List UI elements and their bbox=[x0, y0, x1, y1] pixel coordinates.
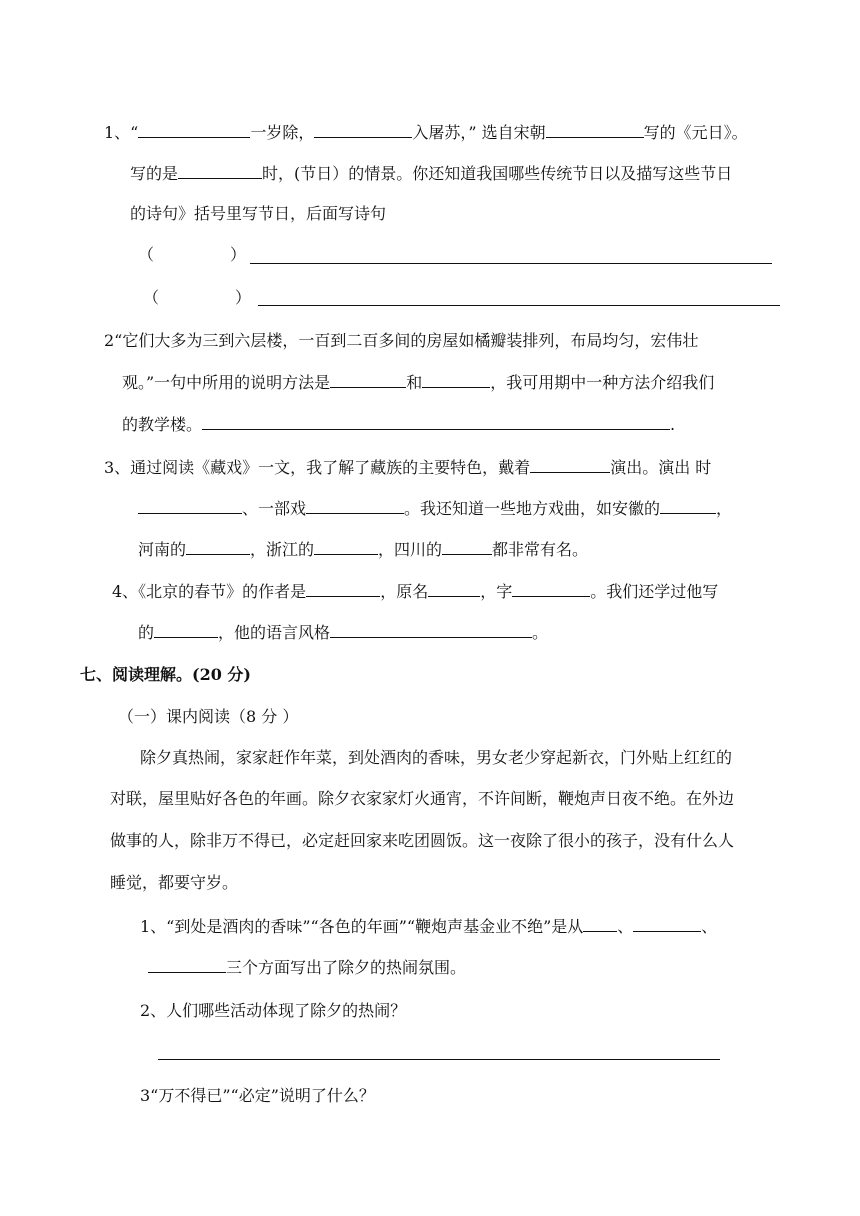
q3-blank-7[interactable] bbox=[442, 538, 492, 555]
q3-blank-6[interactable] bbox=[314, 538, 378, 555]
rq1-blank-1[interactable] bbox=[583, 915, 617, 932]
q1-line1: 1、“ 一岁除， 入屠苏，” 选自宋朝 写的《元日》。 bbox=[104, 123, 748, 142]
q3-blank-5[interactable] bbox=[186, 538, 250, 555]
q2-line1: 2“它们大多为三到六层楼，一百到二百多间的房屋如橘瓣装排列，布局均匀，宏伟壮 bbox=[104, 331, 699, 350]
q1-festival-paren-1: （ ） bbox=[138, 245, 247, 264]
q4-blank-5[interactable] bbox=[330, 621, 532, 638]
passage-line-2: 对联，屋里贴好各色的年画。除夕衣家家灯火通宵，不许间断，鞭炮声日夜不绝。在外边 bbox=[110, 789, 735, 808]
q4-blank-2[interactable] bbox=[428, 580, 480, 597]
q4-blank-3[interactable] bbox=[512, 580, 590, 597]
q3-blank-3[interactable] bbox=[306, 497, 404, 514]
rq1-line2: 三个方面写出了除夕的热闹氛围。 bbox=[148, 956, 466, 979]
q4-blank-4[interactable] bbox=[154, 621, 218, 638]
q1-line3: 的诗句》括号里写节日，后面写诗句 bbox=[130, 204, 387, 223]
q2-blank-2[interactable] bbox=[422, 371, 490, 388]
q2-line2: 观。”一句中所用的说明方法是 和 ，我可用期中一种方法介绍我们 bbox=[122, 373, 715, 392]
q2-blank-1[interactable] bbox=[330, 371, 406, 388]
q4-blank-1[interactable] bbox=[306, 580, 380, 597]
q2-blank-3[interactable] bbox=[202, 413, 670, 430]
section-7-subheading: （一）课内阅读（8 分 ） bbox=[118, 707, 299, 726]
q3-blank-1[interactable] bbox=[530, 456, 610, 473]
q1-line2: 写的是 时，(节日）的情景。你还知道我国哪些传统节日以及描写这些节日 bbox=[130, 164, 733, 183]
passage-line-3: 做事的人，除非万不得已，必定赶回家来吃团圆饭。这一夜除了很小的孩子，没有什么人 bbox=[110, 831, 735, 850]
q3-line2: 、一部戏 。我还知道一些地方戏曲，如安徽的 ， bbox=[138, 497, 732, 520]
q1-poem-line-1[interactable] bbox=[250, 263, 772, 264]
rq1-line1: 1、“到处是酒肉的香味”“各色的年画”“鞭炮声基金业不绝”是从 、 、 bbox=[140, 917, 718, 936]
rq1-blank-2[interactable] bbox=[633, 915, 701, 932]
rq1-blank-3[interactable] bbox=[148, 956, 226, 973]
q1-blank-4[interactable] bbox=[178, 162, 262, 179]
q1-blank-3[interactable] bbox=[546, 121, 644, 138]
q3-line1: 3、通过阅读《藏戏》一文，我了解了藏族的主要特色，戴着 演出。演出 时 bbox=[104, 458, 712, 477]
passage-line-1: 除夕真热闹，家家赶作年菜，到处酒肉的香味，男女老少穿起新衣，门外贴上红红的 bbox=[140, 748, 733, 767]
q3-blank-2[interactable] bbox=[138, 497, 242, 514]
q1-poem-line-2[interactable] bbox=[258, 305, 780, 306]
q1-blank-1[interactable] bbox=[138, 121, 250, 138]
q1-festival-paren-2: （ ） bbox=[143, 288, 252, 307]
section-7-heading: 七、阅读理解。(20 分) bbox=[80, 665, 251, 684]
q3-line3: 河南的 ，浙江的 ，四川的 都非常有名。 bbox=[138, 540, 589, 559]
q4-line2: 的 ，他的语言风格 。 bbox=[138, 623, 549, 642]
q2-line3: 的教学楼。 . bbox=[122, 415, 676, 434]
rq2-question: 2、人们哪些活动体现了除夕的热闹？ bbox=[140, 1001, 407, 1020]
q3-blank-4[interactable] bbox=[660, 497, 716, 514]
q1-blank-2[interactable] bbox=[314, 121, 412, 138]
q4-line1: 4、《北京的春节》的作者是 ，原名 ，字 。我们还学过他写 bbox=[112, 582, 719, 601]
rq2-answer-line[interactable] bbox=[158, 1059, 720, 1060]
rq3-question: 3“万不得已”“必定”说明了什么？ bbox=[140, 1086, 375, 1105]
passage-line-4: 睡觉，都要守岁。 bbox=[110, 873, 239, 892]
